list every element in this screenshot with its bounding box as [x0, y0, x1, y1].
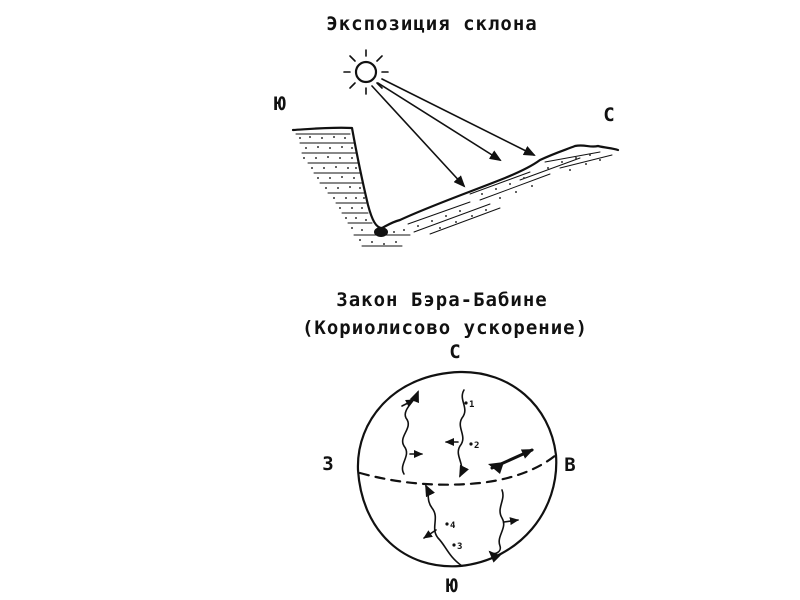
globe-label-south: Ю [446, 575, 458, 597]
globe-label-east: В [564, 454, 576, 476]
svg-text:1: 1 [469, 400, 475, 410]
equator-line [360, 455, 556, 485]
coriolis-title-line2: (Кориолисово ускорение) [301, 317, 589, 339]
river-south-east [490, 490, 518, 554]
slope-label-south: Ю [274, 93, 286, 115]
slope-label-north: С [603, 104, 615, 126]
marker-3 [452, 542, 462, 552]
globe-icon [358, 372, 556, 566]
wind-arrow-east [488, 450, 532, 474]
svg-text:3: 3 [457, 542, 463, 552]
valley-profile [293, 128, 618, 246]
svg-text:2: 2 [474, 441, 480, 451]
svg-text:4: 4 [450, 521, 456, 531]
globe-label-north: С [449, 341, 461, 363]
river-north-west [402, 392, 422, 474]
slope-title: Экспозиция склона [326, 13, 538, 35]
marker-2 [469, 441, 479, 451]
marker-4 [445, 521, 456, 531]
marker-1 [464, 400, 474, 410]
river-north-east [446, 390, 465, 476]
sun-icon [344, 50, 388, 94]
coriolis-title-line1: Закон Бэра-Бабине [336, 289, 548, 311]
river-south-west [424, 486, 462, 566]
globe-label-west: З [322, 453, 334, 475]
sun-rays [372, 79, 534, 186]
